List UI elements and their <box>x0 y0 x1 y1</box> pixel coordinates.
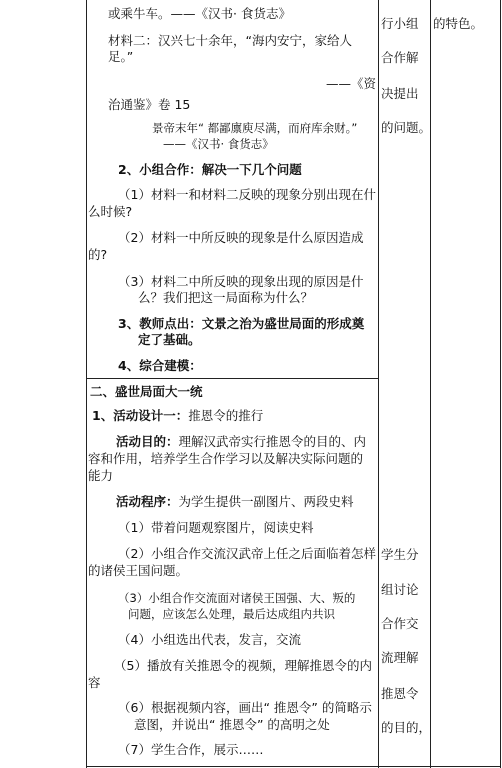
question-text: （3）材料二中所反映的现象出现的原因是什 <box>118 274 364 289</box>
question-text: 的? <box>88 247 108 262</box>
procedure-step: 的诸侯王国问题。 <box>88 563 189 578</box>
quote-line: 景帝末年“ 都鄙廪庾尽满，而府库余财。” <box>152 121 358 135</box>
table-column-divider <box>378 0 379 768</box>
source-line: 或乘牛车。——《汉书· 食货志》 <box>108 6 291 21</box>
material-two-text: 足。” <box>108 49 134 64</box>
section-heading: 3、教师点出：文景之治为盛世局面的形成奠 <box>118 316 365 331</box>
procedure-label: 活动程序： <box>116 494 179 509</box>
student-activity-text: 合作交 <box>381 616 419 631</box>
procedure-step: 容 <box>88 675 101 690</box>
procedure-step: （1）带着问题观察图片，阅读史料 <box>118 520 314 535</box>
part-heading: 二、盛世局面大一统 <box>90 384 203 399</box>
goal-label: 活动目的： <box>116 434 179 449</box>
student-activity-text: 合作解 <box>381 50 419 65</box>
activity-goal <box>116 434 366 450</box>
activity-title: 推恩令的推行 <box>188 408 264 423</box>
student-activity-text: 的问题。 <box>381 120 432 135</box>
procedure-step: （7）学生合作，展示…… <box>118 742 264 757</box>
row-divider <box>86 378 378 379</box>
table-column-divider <box>430 0 431 768</box>
section-heading: 2、小组合作：解决一下几个问题 <box>118 162 302 177</box>
goal-text: 能力 <box>88 468 114 483</box>
question-text: （2）材料一中所反映的现象是什么原因造成 <box>118 230 364 245</box>
question-text: 么时候? <box>88 204 133 219</box>
procedure-step: （4）小组选出代表，发言，交流 <box>118 632 301 647</box>
design-intent-text: 的特色。 <box>433 16 484 31</box>
procedure-step: 意图，并说出“ 推恩令” 的高明之处 <box>134 717 330 732</box>
question-text: （1）材料一和材料二反映的现象分别出现在什 <box>118 187 376 202</box>
student-activity-text: 推恩令 <box>381 686 419 701</box>
procedure-step: （3）小组合作交流面对诸侯王国强、大、叛的 <box>118 591 356 605</box>
procedure-step: （2）小组合作交流汉武帝上任之后面临着怎样 <box>118 546 376 561</box>
source-line: ——《汉书· 食货志》 <box>163 137 274 151</box>
activity-heading <box>92 408 263 424</box>
procedure-text: 为学生提供一副图片、两段史料 <box>178 494 354 509</box>
table-bottom-border <box>86 766 501 767</box>
procedure-step: （6）根据视频内容，画出“ 推恩令” 的简略示 <box>118 700 372 715</box>
source-line: ——《资 <box>326 76 377 91</box>
student-activity-text: 组讨论 <box>381 582 419 597</box>
question-text: 么？我们把这一局面称为什么？ <box>138 290 314 305</box>
student-activity-text: 流理解 <box>381 650 419 665</box>
activity-number: 1、活动设计一： <box>92 408 189 423</box>
student-activity-text: 行小组 <box>381 16 419 31</box>
table-left-border <box>86 0 87 768</box>
source-line: 治通鉴》卷 15 <box>108 97 191 112</box>
material-two-text: 材料二：汉兴七十余年，“海内安宁，家给人 <box>108 33 352 48</box>
goal-text: 容和作用，培养学生合作学习以及解决实际问题的 <box>88 451 364 466</box>
activity-procedure <box>116 494 354 510</box>
table-right-border <box>500 0 501 768</box>
student-activity-text: 的目的， <box>381 720 432 735</box>
student-activity-text: 决提出 <box>381 86 419 101</box>
section-heading: 定了基础。 <box>138 332 201 347</box>
procedure-step: 问题，应该怎么处理，最后达成组内共识 <box>128 607 335 621</box>
section-heading: 4、综合建模： <box>118 358 202 373</box>
student-activity-text: 学生分 <box>381 547 419 562</box>
procedure-step: （5）播放有关推恩令的视频，理解推恩令的内 <box>114 658 372 673</box>
goal-text: 理解汉武帝实行推恩令的目的、内 <box>178 434 367 449</box>
